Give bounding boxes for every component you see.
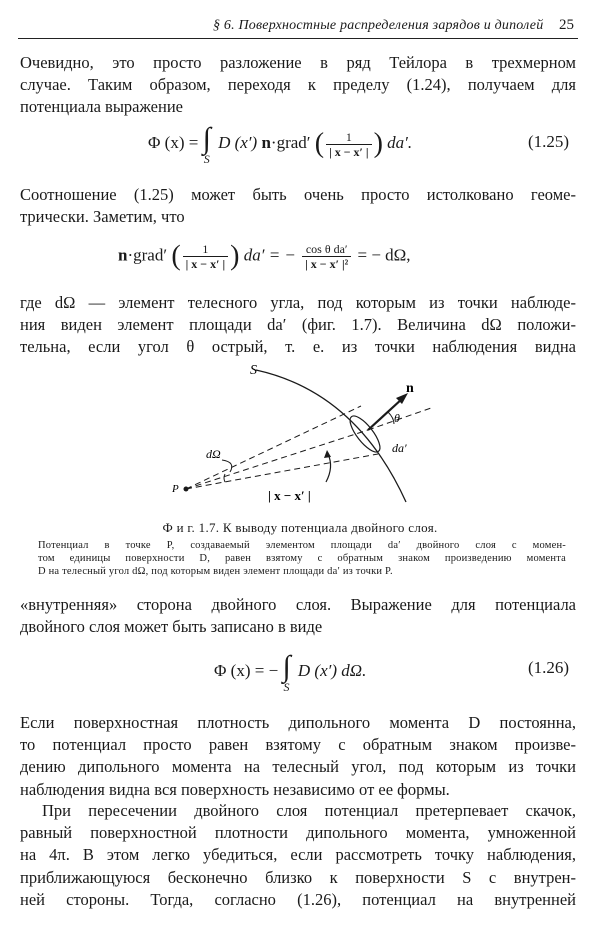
text-line: наблюдения видна вся поверхность независимо от ее формы. xyxy=(20,779,450,799)
eq-integrand: D (x′) dΩ. xyxy=(297,660,367,680)
paragraph-1 xyxy=(20,52,576,119)
eq-fraction: $\frac{1}{| x - x' |}$ xyxy=(326,130,372,159)
area-element-ellipse xyxy=(345,412,385,457)
grad-operator: ·grad′ xyxy=(270,132,311,152)
eq-fraction-1: $\frac{1}{| x - x' |}$ xyxy=(183,242,229,271)
label-P: P xyxy=(172,483,179,495)
normal-vector: n xyxy=(118,245,128,265)
surface-curve xyxy=(256,370,406,502)
solid-angle-arc xyxy=(224,474,225,482)
text-line: случае. Таким образом, переходя к пределу (1.24), получаем для xyxy=(20,75,576,95)
text-line: Соотношение (1.25) может быть очень просто истолковано геоме- xyxy=(20,185,576,204)
figure-caption xyxy=(38,539,566,578)
distance-pointer xyxy=(326,454,331,482)
paragraph-5 xyxy=(20,712,576,801)
paragraph-2 xyxy=(20,184,576,228)
eq-lhs: Φ (x) = − xyxy=(214,660,279,680)
text-line: то потенциал просто равен взятому с обратным знаком произве- xyxy=(20,735,576,755)
label-S: S xyxy=(250,363,257,378)
text-line: дению дипольного момента на телесный угол, под которым из точки xyxy=(20,757,576,777)
text-line: тельна, если угол θ острый, т. е. из точки наблюдения видна xyxy=(20,337,576,357)
figure-1-7 xyxy=(156,362,466,512)
caption-line: Потенциал в точке P, создаваемый элементом площади da′ двойного слоя с момен- xyxy=(38,540,566,551)
figure-caption-title: Ф и г. 1.7. К выводу потенциала двойного слоя. xyxy=(162,520,438,535)
eq-lhs: Φ (x) = xyxy=(148,132,199,152)
text-line: Если поверхностная плотность дипольного момента D постоянна, xyxy=(20,713,576,732)
paragraph-6 xyxy=(20,800,576,911)
text-line: ния виден элемент площади da′ (фиг. 1.7). Величина dΩ положи- xyxy=(20,315,576,335)
paragraph-3 xyxy=(20,292,576,359)
eq-tail: = − dΩ, xyxy=(357,245,411,265)
equation-1-26 xyxy=(214,652,366,692)
running-header xyxy=(18,14,578,39)
text-line: Очевидно, это просто разложение в ряд Тейлора в трехмерном xyxy=(20,53,576,72)
text-line: При пересечении двойного слоя потенциал претерпевает скачок, xyxy=(42,801,576,820)
integral-sign: ∫ S xyxy=(282,650,291,694)
point-P xyxy=(184,487,189,492)
label-theta: θ xyxy=(394,411,400,425)
caption-line: D на телесный угол dΩ, под которым виден элемент площади da′ из точки P. xyxy=(38,566,393,577)
text-line: двойного слоя может быть записано в виде xyxy=(20,617,323,637)
eq-fraction-2: $\frac{\text{cos θ da′}}{\text{| x − x′ |²}}$ xyxy=(302,242,351,271)
caption-line: том единицы поверхности D, равен взятому с обратным знаком произведению момента xyxy=(38,553,566,564)
header-title: § 6. Поверхностные распределения зарядов и диполей xyxy=(213,18,544,33)
page-number: 25 xyxy=(559,17,574,33)
text-line: ней стороны. Тогда, согласно (1.26), потенциал на внутренней xyxy=(20,889,576,909)
dOmega-pointer xyxy=(222,460,232,472)
normal-vector: n xyxy=(261,132,271,152)
text-line: трически. Заметим, что xyxy=(20,207,185,227)
label-n: n xyxy=(406,381,414,396)
label-dOmega: dΩ xyxy=(206,447,221,461)
text-line: где dΩ — элемент телесного угла, под которым из точки наблюде- xyxy=(20,293,576,312)
equation-dOmega: n·grad′ ( $\frac{1}{| x - x' |}$ ) da′ = − $\frac{\text{cos θ da′}}{\text{| x − x′ |²}}$ = − dΩ, xyxy=(118,240,411,272)
text-line: приближающуюся бесконечно близко к поверхности S с внутрен- xyxy=(20,867,576,887)
text-line: на 4π. В этом легко убедиться, если рассмотреть точку наблюдения, xyxy=(20,845,576,865)
distance-arrowhead xyxy=(324,450,331,458)
equation-1-25: Φ (x) = ∫ S D (x′) n·grad′ ( $\frac{1}{| x - x' |}$ ) da′. xyxy=(148,122,413,166)
text-line: «внутренняя» сторона двойного слоя. Выражение для потенциала xyxy=(20,595,576,614)
equation-number-1-25: (1.25) xyxy=(528,132,570,151)
eq-integrand: D (x′) xyxy=(218,132,262,152)
paragraph-4 xyxy=(20,594,576,638)
eq-tail: da′. xyxy=(387,132,413,152)
label-distance: | x − x′ | xyxy=(268,488,311,503)
equation-number-1-26: (1.26) xyxy=(528,658,570,677)
text-line: равный поверхностной плотности дипольного момента, умноженной xyxy=(20,823,576,843)
integral-sign: ∫ S xyxy=(202,122,211,166)
grad-operator: ·grad′ xyxy=(127,245,168,265)
eq-mid: da′ = − xyxy=(243,245,296,265)
label-da: da′ xyxy=(392,441,407,455)
text-line: потенциала выражение xyxy=(20,97,183,117)
